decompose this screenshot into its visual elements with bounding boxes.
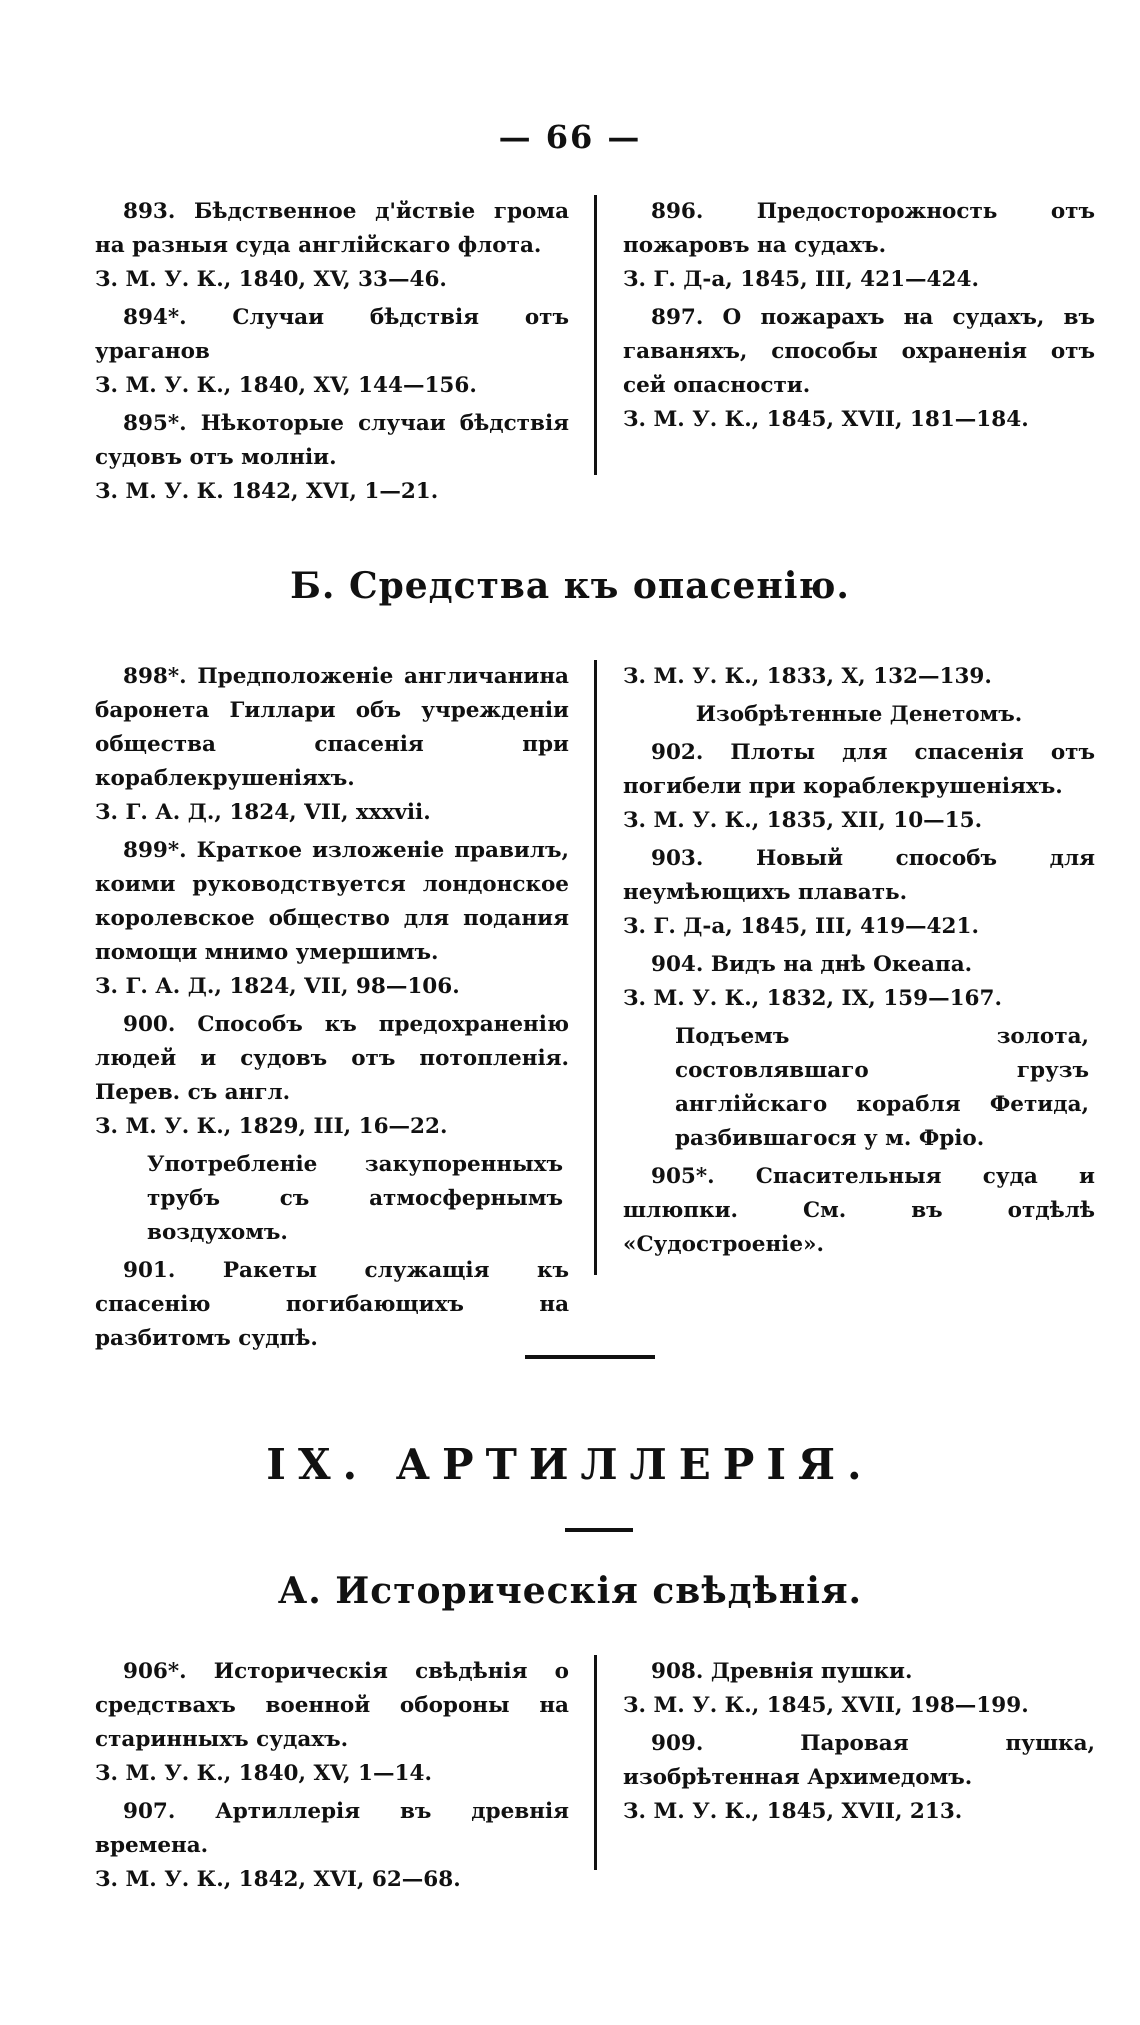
entry-text: 899*. Краткое изложеніе правилъ, коими руководствуется лондонское королевское общество для подания помощи мнимо умершимъ. bbox=[95, 838, 569, 965]
entries-section-3 bbox=[95, 1655, 1095, 1892]
entry-ref: З. Г. Д-а, 1845, III, 421—424. bbox=[623, 267, 979, 292]
entry-896 bbox=[623, 195, 1095, 297]
column-divider bbox=[594, 195, 597, 475]
entry-text: 896. Предосторожность отъ пожаровъ на судахъ. bbox=[623, 199, 1095, 258]
entry-897 bbox=[623, 301, 1095, 437]
entry-text: 906*. Историческія свѣдѣнія о средствахъ военной обороны на старинныхъ судахъ. bbox=[95, 1659, 569, 1752]
entries-section-2 bbox=[95, 660, 1095, 1351]
entry-ref: З. М. У. К., 1832, IX, 159—167. bbox=[623, 986, 1002, 1011]
entry-ref: З. М. У. К., 1845, XVII, 181—184. bbox=[623, 407, 1029, 432]
left-column bbox=[95, 660, 583, 1351]
entry-ref: З. М. У. К., 1840, XV, 1—14. bbox=[95, 1761, 432, 1786]
entry-ref: З. М. У. К., 1835, XII, 10—15. bbox=[623, 808, 983, 833]
entry-ref: З. М. У. К., 1842, XVI, 62—68. bbox=[95, 1867, 461, 1892]
left-column bbox=[95, 1655, 583, 1892]
entry-901 bbox=[95, 1254, 569, 1356]
entry-ref: З. М. У. К., 1829, III, 16—22. bbox=[95, 1114, 448, 1139]
entry-900 bbox=[95, 1008, 569, 1144]
entry-text: 900. Способъ къ предохраненію людей и судовъ отъ потопленія. Перев. съ англ. bbox=[95, 1012, 569, 1105]
right-column bbox=[607, 195, 1095, 485]
section-heading-a: А. Историческія свѣдѣнія. bbox=[277, 1570, 863, 1612]
entry-text: 895*. Нѣкоторые случаи бѣдствія судовъ отъ молніи. bbox=[95, 411, 569, 470]
column-divider bbox=[594, 660, 597, 1275]
entry-text: 901. Ракеты служащія къ спасенію погибающихъ на разбитомъ судпѣ. bbox=[95, 1258, 569, 1351]
entry-text: 909. Паровая пушка, изобрѣтенная Архимедомъ. bbox=[623, 1731, 1095, 1790]
entry-ref: З. М. У. К., 1840, XV, 144—156. bbox=[95, 373, 477, 398]
entry-902 bbox=[623, 736, 1095, 838]
entry-text: 908. Древнія пушки. bbox=[651, 1659, 913, 1684]
entry-904 bbox=[623, 948, 1095, 1016]
entry-894 bbox=[95, 301, 569, 403]
page-number: — 66 — bbox=[498, 118, 642, 156]
entry-893 bbox=[95, 195, 569, 297]
entry-907 bbox=[95, 1795, 569, 1897]
entry-898 bbox=[95, 660, 569, 830]
entry-ref: З. Г. А. Д., 1824, VII, 98—106. bbox=[95, 974, 460, 999]
entry-908 bbox=[623, 1655, 1095, 1723]
section-heading-b: Б. Средства къ опасенію. bbox=[290, 565, 850, 607]
entry-901-ref bbox=[623, 660, 1095, 694]
entry-text: 902. Плоты для спасенія отъ погибели при кораблекрушеніяхъ. bbox=[623, 740, 1095, 799]
entry-ref: З. М. У. К., 1833, X, 132—139. bbox=[623, 664, 992, 689]
left-column bbox=[95, 195, 583, 504]
right-column bbox=[607, 1655, 1095, 1875]
entry-text: 903. Новый способъ для неумѣющихъ плавать. bbox=[623, 846, 1095, 905]
entry-ref: З. Г. Д-а, 1845, III, 419—421. bbox=[623, 914, 979, 939]
entry-895 bbox=[95, 407, 569, 509]
entry-ref: З. Г. А. Д., 1824, VII, xxxvii. bbox=[95, 800, 431, 825]
entry-906 bbox=[95, 1655, 569, 1791]
entry-ref: З. М. У. К., 1845, XVII, 198—199. bbox=[623, 1693, 1029, 1718]
entry-905 bbox=[623, 1160, 1095, 1262]
chapter-heading-ix: IX. АРТИЛЛЕРІЯ. bbox=[266, 1440, 874, 1489]
entry-ref: З. М. У. К. 1842, XVI, 1—21. bbox=[95, 479, 439, 504]
entry-note: Подъемъ золота, состовлявшаго грузъ англійскаго корабля Фетида, разбившагося у м. Фріо. bbox=[675, 1024, 1089, 1151]
entry-909 bbox=[623, 1727, 1095, 1829]
entries-section-1 bbox=[95, 195, 1095, 504]
entry-subnote: Изобрѣтенные Денетомъ. bbox=[695, 702, 1023, 727]
entry-text: 893. Бѣдственное д'йствіе грома на разныя суда англійскаго флота. bbox=[95, 199, 569, 258]
entry-note: Употребленіе закупоренныхъ трубъ съ атмосфернымъ воздухомъ. bbox=[147, 1152, 563, 1245]
entry-text: 904. Видъ на днѣ Океапа. bbox=[651, 952, 973, 977]
entry-903 bbox=[623, 842, 1095, 944]
entry-text: 894*. Случаи бѣдствія отъ ураганов bbox=[95, 305, 569, 364]
entry-text: 898*. Предположеніе англичанина баронета Гиллари объ учрежденіи общества спасенія при кораблекрушеніяхъ. bbox=[95, 664, 569, 791]
entry-ref: З. М. У. К., 1840, XV, 33—46. bbox=[95, 267, 447, 292]
entry-text: 905*. Спасительныя суда и шлюпки. См. въ отдѣлѣ «Судостроеніе». bbox=[623, 1164, 1095, 1257]
column-divider bbox=[594, 1655, 597, 1870]
section-rule bbox=[525, 1355, 655, 1359]
chapter-rule bbox=[565, 1528, 633, 1532]
entry-899 bbox=[95, 834, 569, 1004]
entry-text: 897. О пожарахъ на судахъ, въ гаваняхъ, способы охраненія отъ сей опасности. bbox=[623, 305, 1095, 398]
entry-text: 907. Артиллерія въ древнія времена. bbox=[95, 1799, 569, 1858]
right-column bbox=[607, 660, 1095, 1280]
entry-ref: З. М. У. К., 1845, XVII, 213. bbox=[623, 1799, 963, 1824]
